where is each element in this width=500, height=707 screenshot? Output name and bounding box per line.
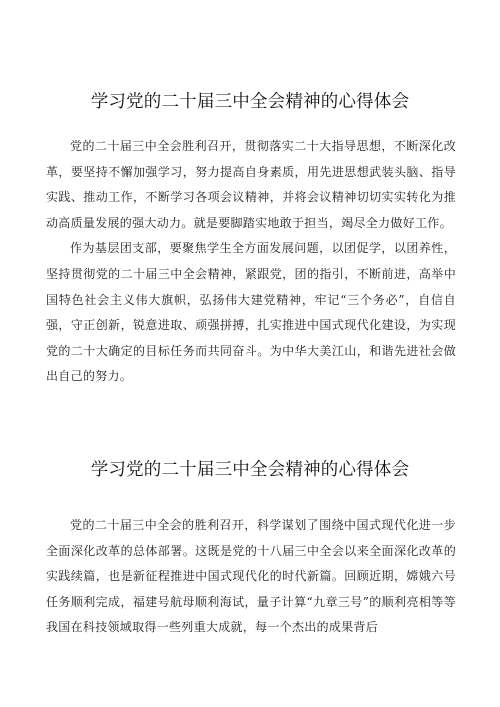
article-title: 学习党的二十届三中全会精神的心得体会 <box>90 92 410 112</box>
article-body <box>46 513 456 641</box>
paragraph: 党的二十届三中全会胜利召开，贯彻落实二十大指导思想，不断深化改革，要坚持不懈加强学习，努力提高自身素质，用先进思想武装头脑、指导实践、推动工作，不断学习各项会议精神，并将会议精神切切实实转化为推动高质量发展的强大动力。就是要脚踏实地敢于担当，竭尽全力做好工作。 <box>46 139 456 230</box>
paragraph: 作为基层团支部，要聚焦学生全方面发展问题，以团促学，以团养性，坚持贯彻党的二十届三中全会精神，紧跟党，团的指引，不断前进，高举中国特色社会主义伟大旗帜，弘扬伟大建党精神，牢记“三个务必”，自信自强，守正创新，锐意进取、顽强拼搏，扎实推进中国式现代化建设，为实现党的二十大确定的目标任务而共同奋斗。为中华大美江山，和谐先进社会做出自己的努力。 <box>46 241 456 384</box>
article-body <box>46 134 456 390</box>
article-title: 学习党的二十届三中全会精神的心得体会 <box>90 460 410 480</box>
paragraph: 党的二十届三中全会的胜利召开，科学谋划了围绕中国式现代化进一步全面深化改革的总体部署。这既是党的十八届三中全会以来全面深化改革的实践续篇，也是新征程推进中国式现代化的时代新篇。回顾近期，嫦娥六号任务顺利完成，福建号航母顺利海试，量子计算“九章三号”的顺利亮相等等我国在科技领域取得一些列重大成就，每一个杰出的成果背后 <box>46 518 456 635</box>
